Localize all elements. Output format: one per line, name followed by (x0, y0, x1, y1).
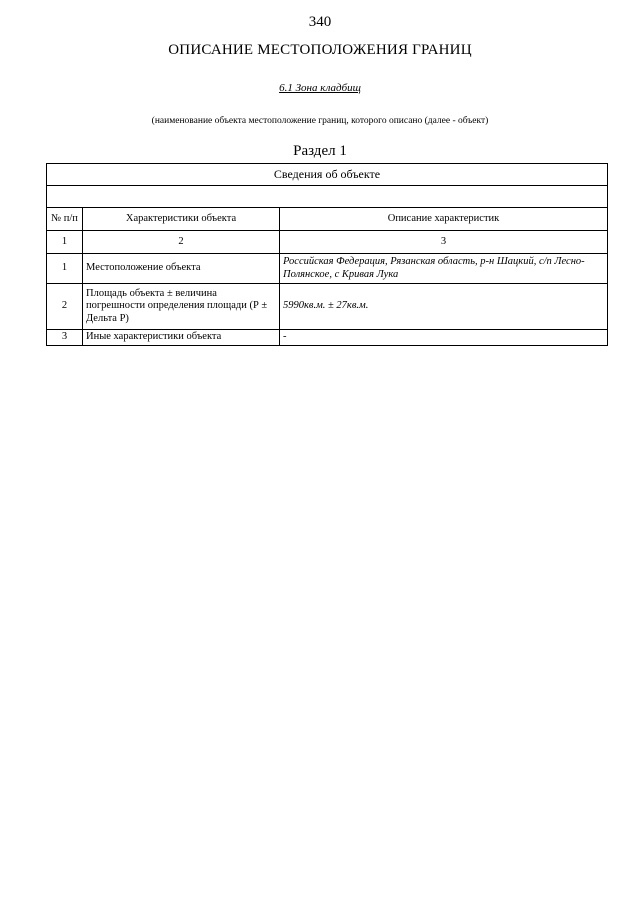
column-header-characteristic: Характеристики объекта (83, 208, 280, 231)
page-number: 340 (308, 14, 332, 30)
row-description: - (280, 330, 608, 346)
column-header-row (47, 208, 608, 231)
column-number-row (47, 231, 608, 254)
table-spacer-cell (47, 186, 608, 208)
row-number: 3 (47, 330, 83, 346)
object-name (0, 82, 640, 94)
page-title: ОПИСАНИЕ МЕСТОПОЛОЖЕНИЯ ГРАНИЦ (168, 42, 472, 58)
row-number: 1 (47, 254, 83, 284)
object-name-text: 6.1 Зона кладбищ (279, 82, 361, 94)
column-header-description: Описание характеристик (280, 208, 608, 231)
row-characteristic: Местоположение объекта (83, 254, 280, 284)
object-info-table (46, 163, 608, 346)
column-number-1: 1 (47, 231, 83, 254)
table-spacer-row (47, 186, 608, 208)
object-name-caption: (наименование объекта местоположение границ, которого описано (далее - объект) (151, 116, 489, 126)
row-description: 5990кв.м. ± 27кв.м. (280, 284, 608, 330)
table-header: Сведения об объекте (47, 164, 608, 186)
row-number: 2 (47, 284, 83, 330)
row-description: Российская Федерация, Рязанская область, р-н Шацкий, с/п Лесно-Полянское, с Кривая Лука (280, 254, 608, 284)
table-row (47, 254, 608, 284)
column-number-2: 2 (83, 231, 280, 254)
table-header-row (47, 164, 608, 186)
column-number-3: 3 (280, 231, 608, 254)
row-characteristic: Площадь объекта ± величина погрешности определения площади (Р ± Дельта Р) (83, 284, 280, 330)
column-header-num: № п/п (47, 208, 83, 231)
row-characteristic: Иные характеристики объекта (83, 330, 280, 346)
section-title: Раздел 1 (293, 143, 347, 159)
table-row (47, 330, 608, 346)
table-row (47, 284, 608, 330)
